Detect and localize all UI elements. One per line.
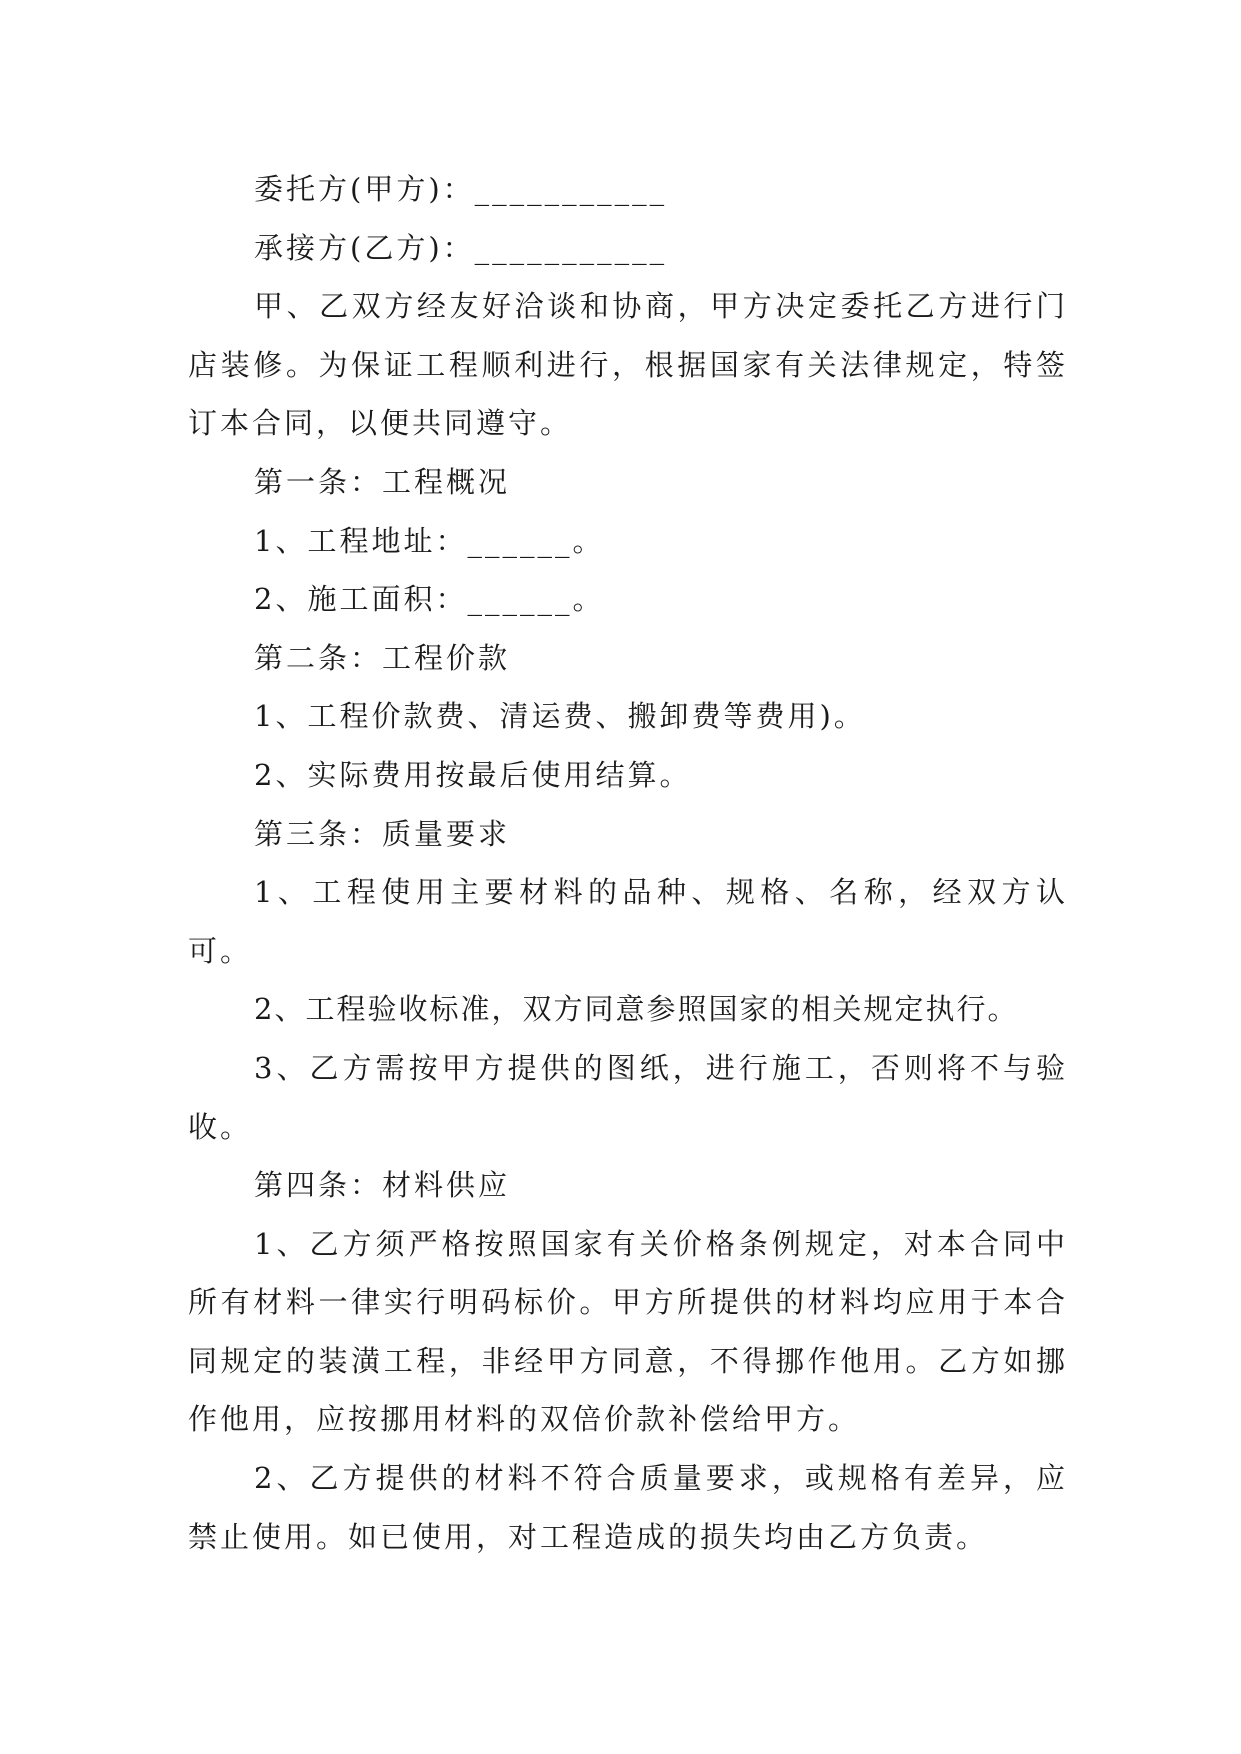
article-4-item-2: 2、乙方提供的材料不符合质量要求，或规格有差异，应禁止使用。如已使用，对工程造成的损失均由乙方负责。 bbox=[188, 1461, 1068, 1554]
document-body bbox=[188, 160, 1068, 1566]
article-2-item-1: 1、工程价款费、清运费、搬卸费等费用)。 bbox=[254, 699, 866, 734]
article-2-heading: 第二条：工程价款 bbox=[254, 640, 511, 675]
party-a-line: 委托方(甲方)：___________ bbox=[254, 172, 668, 206]
article-2-item-2: 2、实际费用按最后使用结算。 bbox=[254, 757, 692, 792]
party-b-line: 承接方(乙方)：___________ bbox=[254, 230, 668, 265]
article-3-item-2: 2、工程验收标准，双方同意参照国家的相关规定执行。 bbox=[254, 992, 1019, 1027]
preamble-paragraph: 甲、乙双方经友好洽谈和协商，甲方决定委托乙方进行门店装修。为保证工程顺利进行，根据国家有关法律规定，特签订本合同，以便共同遵守。 bbox=[188, 289, 1068, 441]
article-3-heading: 第三条：质量要求 bbox=[254, 816, 511, 851]
article-1-item-2: 2、施工面积：______。 bbox=[254, 582, 605, 617]
article-3-item-1: 1、工程使用主要材料的品种、规格、名称，经双方认可。 bbox=[188, 875, 1068, 968]
article-1-heading: 第一条：工程概况 bbox=[254, 464, 511, 499]
article-4-heading: 第四条：材料供应 bbox=[254, 1168, 511, 1203]
article-1-item-1: 1、工程地址：______。 bbox=[254, 523, 605, 558]
article-3-item-3: 3、乙方需按甲方提供的图纸，进行施工，否则将不与验收。 bbox=[188, 1050, 1068, 1144]
article-4-item-1: 1、乙方须严格按照国家有关价格条例规定，对本合同中所有材料一律实行明码标价。甲方所提供的材料均应用于本合同规定的装潢工程，非经甲方同意，不得挪作他用。乙方如挪作他用，应按挪用材料的双倍价款补偿给甲方。 bbox=[188, 1226, 1068, 1437]
